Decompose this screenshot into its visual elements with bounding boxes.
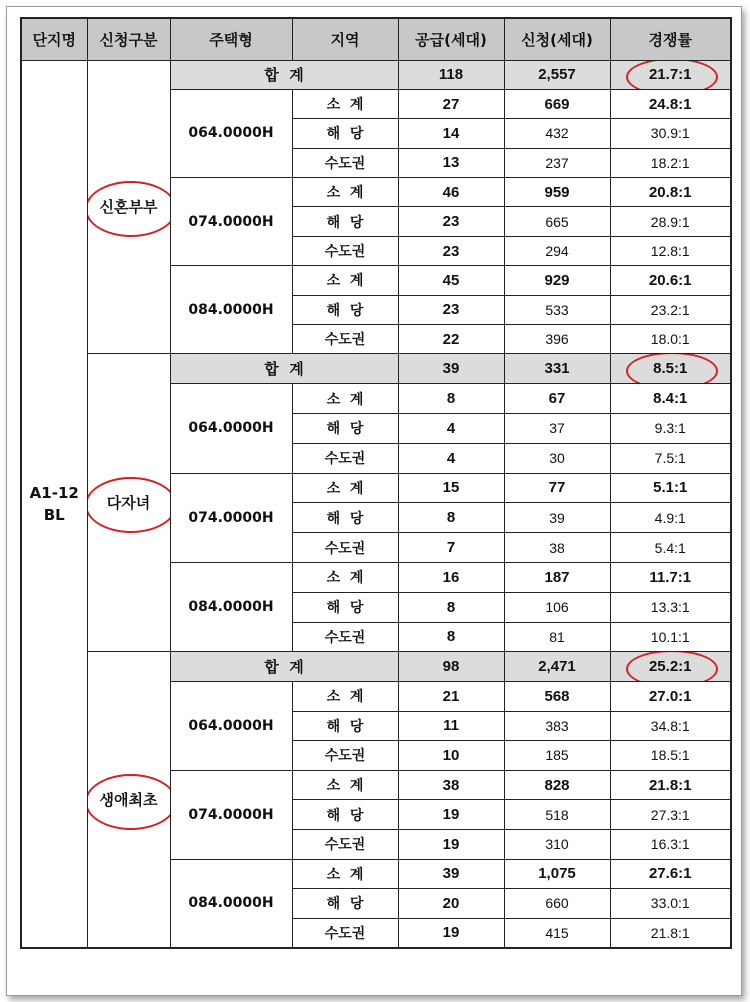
ratio-cell: 12.8:1 bbox=[610, 236, 731, 265]
ratio-cell: 27.0:1 bbox=[610, 681, 731, 711]
applied-cell: 383 bbox=[504, 711, 610, 741]
region-cell: 소 계 bbox=[292, 770, 398, 800]
ratio-cell: 18.2:1 bbox=[610, 148, 731, 177]
housing-type: 084.0000H bbox=[170, 562, 292, 651]
housing-type: 074.0000H bbox=[170, 770, 292, 859]
applied-cell: 37 bbox=[504, 414, 610, 444]
total-label: 합 계 bbox=[170, 354, 398, 384]
applied-cell: 669 bbox=[504, 89, 610, 118]
region-cell: 수도권 bbox=[292, 918, 398, 948]
ratio-cell: 27.3:1 bbox=[610, 800, 731, 830]
applied-cell: 310 bbox=[504, 829, 610, 859]
ratio-cell: 9.3:1 bbox=[610, 414, 731, 444]
ratio-cell: 23.2:1 bbox=[610, 295, 731, 324]
region-cell: 소 계 bbox=[292, 89, 398, 118]
total-ratio bbox=[610, 60, 731, 89]
applied-cell: 67 bbox=[504, 384, 610, 414]
applied-cell: 81 bbox=[504, 622, 610, 652]
total-applied: 2,471 bbox=[504, 652, 610, 682]
total-ratio-value: 8.5:1 bbox=[653, 360, 688, 378]
table-body bbox=[21, 60, 731, 948]
applied-cell: 432 bbox=[504, 119, 610, 148]
applied-cell: 828 bbox=[504, 770, 610, 800]
region-cell: 소 계 bbox=[292, 681, 398, 711]
supply-cell: 39 bbox=[398, 859, 504, 889]
region-cell: 소 계 bbox=[292, 859, 398, 889]
supply-cell: 10 bbox=[398, 741, 504, 771]
ratio-cell: 16.3:1 bbox=[610, 829, 731, 859]
supply-cell: 4 bbox=[398, 443, 504, 473]
ratio-cell: 33.0:1 bbox=[610, 889, 731, 919]
ratio-cell: 27.6:1 bbox=[610, 859, 731, 889]
competition-table-container bbox=[20, 17, 732, 949]
section-total-row bbox=[21, 652, 731, 682]
supply-cell: 19 bbox=[398, 918, 504, 948]
supply-cell: 8 bbox=[398, 592, 504, 622]
region-cell: 수도권 bbox=[292, 622, 398, 652]
region-cell: 해 당 bbox=[292, 207, 398, 236]
ratio-cell: 34.8:1 bbox=[610, 711, 731, 741]
supply-cell: 21 bbox=[398, 681, 504, 711]
applied-cell: 568 bbox=[504, 681, 610, 711]
supply-cell: 14 bbox=[398, 119, 504, 148]
housing-type: 084.0000H bbox=[170, 859, 292, 948]
region-cell: 소 계 bbox=[292, 266, 398, 295]
ratio-cell: 4.9:1 bbox=[610, 503, 731, 533]
total-applied: 331 bbox=[504, 354, 610, 384]
category-label: 생애최초 bbox=[99, 791, 158, 810]
ratio-cell: 18.5:1 bbox=[610, 741, 731, 771]
total-supply: 98 bbox=[398, 652, 504, 682]
supply-cell: 27 bbox=[398, 89, 504, 118]
region-cell: 해 당 bbox=[292, 295, 398, 324]
total-applied: 2,557 bbox=[504, 60, 610, 89]
supply-cell: 15 bbox=[398, 473, 504, 503]
section-total-row bbox=[21, 354, 731, 384]
applied-cell: 30 bbox=[504, 443, 610, 473]
header-ratio: 경쟁률 bbox=[610, 18, 731, 60]
total-supply: 39 bbox=[398, 354, 504, 384]
supply-cell: 23 bbox=[398, 236, 504, 265]
region-cell: 수도권 bbox=[292, 148, 398, 177]
housing-type: 074.0000H bbox=[170, 473, 292, 562]
region-cell: 해 당 bbox=[292, 889, 398, 919]
supply-cell: 45 bbox=[398, 266, 504, 295]
region-cell: 해 당 bbox=[292, 414, 398, 444]
total-ratio bbox=[610, 652, 731, 682]
header-category: 신청구분 bbox=[87, 18, 170, 60]
supply-cell: 23 bbox=[398, 207, 504, 236]
category-label: 다자녀 bbox=[106, 494, 151, 513]
ratio-cell: 30.9:1 bbox=[610, 119, 731, 148]
ratio-cell: 11.7:1 bbox=[610, 562, 731, 592]
housing-type: 074.0000H bbox=[170, 178, 292, 266]
applied-cell: 660 bbox=[504, 889, 610, 919]
ratio-cell: 7.5:1 bbox=[610, 443, 731, 473]
total-ratio-value: 21.7:1 bbox=[648, 66, 692, 84]
applied-cell: 396 bbox=[504, 325, 610, 354]
applied-cell: 77 bbox=[504, 473, 610, 503]
applied-cell: 185 bbox=[504, 741, 610, 771]
ratio-cell: 5.1:1 bbox=[610, 473, 731, 503]
supply-cell: 23 bbox=[398, 295, 504, 324]
region-cell: 소 계 bbox=[292, 178, 398, 207]
housing-type: 064.0000H bbox=[170, 681, 292, 770]
housing-type: 084.0000H bbox=[170, 266, 292, 354]
ratio-cell: 13.3:1 bbox=[610, 592, 731, 622]
ratio-cell: 8.4:1 bbox=[610, 384, 731, 414]
region-cell: 해 당 bbox=[292, 592, 398, 622]
ratio-cell: 21.8:1 bbox=[610, 770, 731, 800]
region-cell: 소 계 bbox=[292, 384, 398, 414]
category-cell bbox=[87, 60, 170, 354]
housing-type: 064.0000H bbox=[170, 384, 292, 473]
ratio-cell: 20.8:1 bbox=[610, 178, 731, 207]
supply-cell: 4 bbox=[398, 414, 504, 444]
region-cell: 해 당 bbox=[292, 503, 398, 533]
supply-cell: 7 bbox=[398, 533, 504, 563]
region-cell: 소 계 bbox=[292, 473, 398, 503]
supply-cell: 8 bbox=[398, 384, 504, 414]
region-cell: 해 당 bbox=[292, 119, 398, 148]
applied-cell: 39 bbox=[504, 503, 610, 533]
housing-type: 064.0000H bbox=[170, 89, 292, 177]
applied-cell: 38 bbox=[504, 533, 610, 563]
region-cell: 해 당 bbox=[292, 800, 398, 830]
header-region: 지역 bbox=[292, 18, 398, 60]
header-supply: 공급(세대) bbox=[398, 18, 504, 60]
ratio-cell: 24.8:1 bbox=[610, 89, 731, 118]
region-cell: 해 당 bbox=[292, 711, 398, 741]
region-cell: 소 계 bbox=[292, 562, 398, 592]
supply-cell: 22 bbox=[398, 325, 504, 354]
ratio-cell: 28.9:1 bbox=[610, 207, 731, 236]
section-total-row bbox=[21, 60, 731, 89]
total-supply: 118 bbox=[398, 60, 504, 89]
region-cell: 수도권 bbox=[292, 443, 398, 473]
supply-cell: 8 bbox=[398, 622, 504, 652]
applied-cell: 294 bbox=[504, 236, 610, 265]
ratio-cell: 18.0:1 bbox=[610, 325, 731, 354]
applied-cell: 187 bbox=[504, 562, 610, 592]
applied-cell: 106 bbox=[504, 592, 610, 622]
supply-cell: 19 bbox=[398, 829, 504, 859]
region-cell: 수도권 bbox=[292, 533, 398, 563]
total-ratio bbox=[610, 354, 731, 384]
competition-table bbox=[20, 17, 732, 949]
applied-cell: 929 bbox=[504, 266, 610, 295]
supply-cell: 19 bbox=[398, 800, 504, 830]
applied-cell: 237 bbox=[504, 148, 610, 177]
supply-cell: 8 bbox=[398, 503, 504, 533]
supply-cell: 13 bbox=[398, 148, 504, 177]
header-type: 주택형 bbox=[170, 18, 292, 60]
region-cell: 수도권 bbox=[292, 325, 398, 354]
header-complex: 단지명 bbox=[21, 18, 87, 60]
applied-cell: 665 bbox=[504, 207, 610, 236]
region-cell: 수도권 bbox=[292, 829, 398, 859]
applied-cell: 415 bbox=[504, 918, 610, 948]
supply-cell: 38 bbox=[398, 770, 504, 800]
ratio-cell: 10.1:1 bbox=[610, 622, 731, 652]
region-cell: 수도권 bbox=[292, 236, 398, 265]
ratio-cell: 20.6:1 bbox=[610, 266, 731, 295]
ratio-cell: 5.4:1 bbox=[610, 533, 731, 563]
applied-cell: 518 bbox=[504, 800, 610, 830]
supply-cell: 46 bbox=[398, 178, 504, 207]
category-cell bbox=[87, 652, 170, 948]
region-cell: 수도권 bbox=[292, 741, 398, 771]
supply-cell: 11 bbox=[398, 711, 504, 741]
total-label: 합 계 bbox=[170, 652, 398, 682]
total-ratio-value: 25.2:1 bbox=[648, 658, 692, 676]
header-row bbox=[21, 18, 731, 60]
ratio-cell: 21.8:1 bbox=[610, 918, 731, 948]
applied-cell: 533 bbox=[504, 295, 610, 324]
header-applied: 신청(세대) bbox=[504, 18, 610, 60]
category-cell bbox=[87, 354, 170, 652]
complex-name: A1-12 BL bbox=[21, 60, 87, 948]
applied-cell: 959 bbox=[504, 178, 610, 207]
supply-cell: 16 bbox=[398, 562, 504, 592]
total-label: 합 계 bbox=[170, 60, 398, 89]
category-label: 신혼부부 bbox=[99, 198, 158, 217]
applied-cell: 1,075 bbox=[504, 859, 610, 889]
supply-cell: 20 bbox=[398, 889, 504, 919]
